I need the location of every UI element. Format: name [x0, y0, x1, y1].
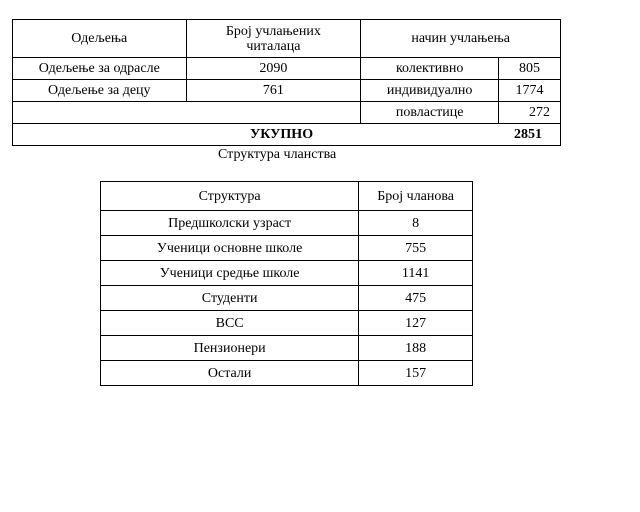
membership-table — [12, 19, 561, 146]
table-row — [101, 286, 473, 311]
structure-cell: Остали — [101, 361, 359, 386]
count-cell: 8 — [359, 211, 473, 236]
total-label: УКУПНО — [13, 124, 499, 146]
method-count-cell: 805 — [499, 58, 561, 80]
total-row — [13, 124, 561, 146]
count-cell: 475 — [359, 286, 473, 311]
method-count-cell: 272 — [499, 102, 561, 124]
structure-cell: Студенти — [101, 286, 359, 311]
count-cell: 2090 — [186, 58, 361, 80]
table-row — [101, 211, 473, 236]
count-cell: 755 — [359, 236, 473, 261]
method-cell: повластице — [361, 102, 499, 124]
header-structure: Структура — [101, 182, 359, 211]
count-cell: 157 — [359, 361, 473, 386]
header-department: Одељења — [13, 20, 187, 58]
header-membership-method: начин учлањења — [361, 20, 561, 58]
structure-cell: Ученици основне школе — [101, 236, 359, 261]
header-members-count: Број чланова — [359, 182, 473, 211]
empty-cell — [13, 102, 361, 124]
count-cell: 188 — [359, 336, 473, 361]
department-cell: Одељење за одрасле — [13, 58, 187, 80]
table-row — [13, 58, 561, 80]
structure-cell: Пензионери — [101, 336, 359, 361]
method-cell: колективно — [361, 58, 499, 80]
count-cell: 761 — [186, 80, 361, 102]
header-readers-count: Број учлањених читалаца — [186, 20, 361, 58]
membership-structure-table — [100, 181, 473, 386]
total-value: 2851 — [499, 124, 561, 146]
table-row — [101, 336, 473, 361]
department-cell: Одељење за децу — [13, 80, 187, 102]
method-count-cell: 1774 — [499, 80, 561, 102]
table-row — [101, 236, 473, 261]
table-row — [101, 311, 473, 336]
table-caption: Структура чланства — [218, 147, 337, 162]
count-cell: 127 — [359, 311, 473, 336]
table-row — [101, 361, 473, 386]
table-header-row — [13, 20, 561, 58]
structure-cell: Предшколски узраст — [101, 211, 359, 236]
table-row — [101, 261, 473, 286]
method-cell: индивидуално — [361, 80, 499, 102]
structure-cell: Ученици средње школе — [101, 261, 359, 286]
table-row — [13, 80, 561, 102]
count-cell: 1141 — [359, 261, 473, 286]
table-row — [13, 102, 561, 124]
structure-cell: ВСС — [101, 311, 359, 336]
table-header-row — [101, 182, 473, 211]
